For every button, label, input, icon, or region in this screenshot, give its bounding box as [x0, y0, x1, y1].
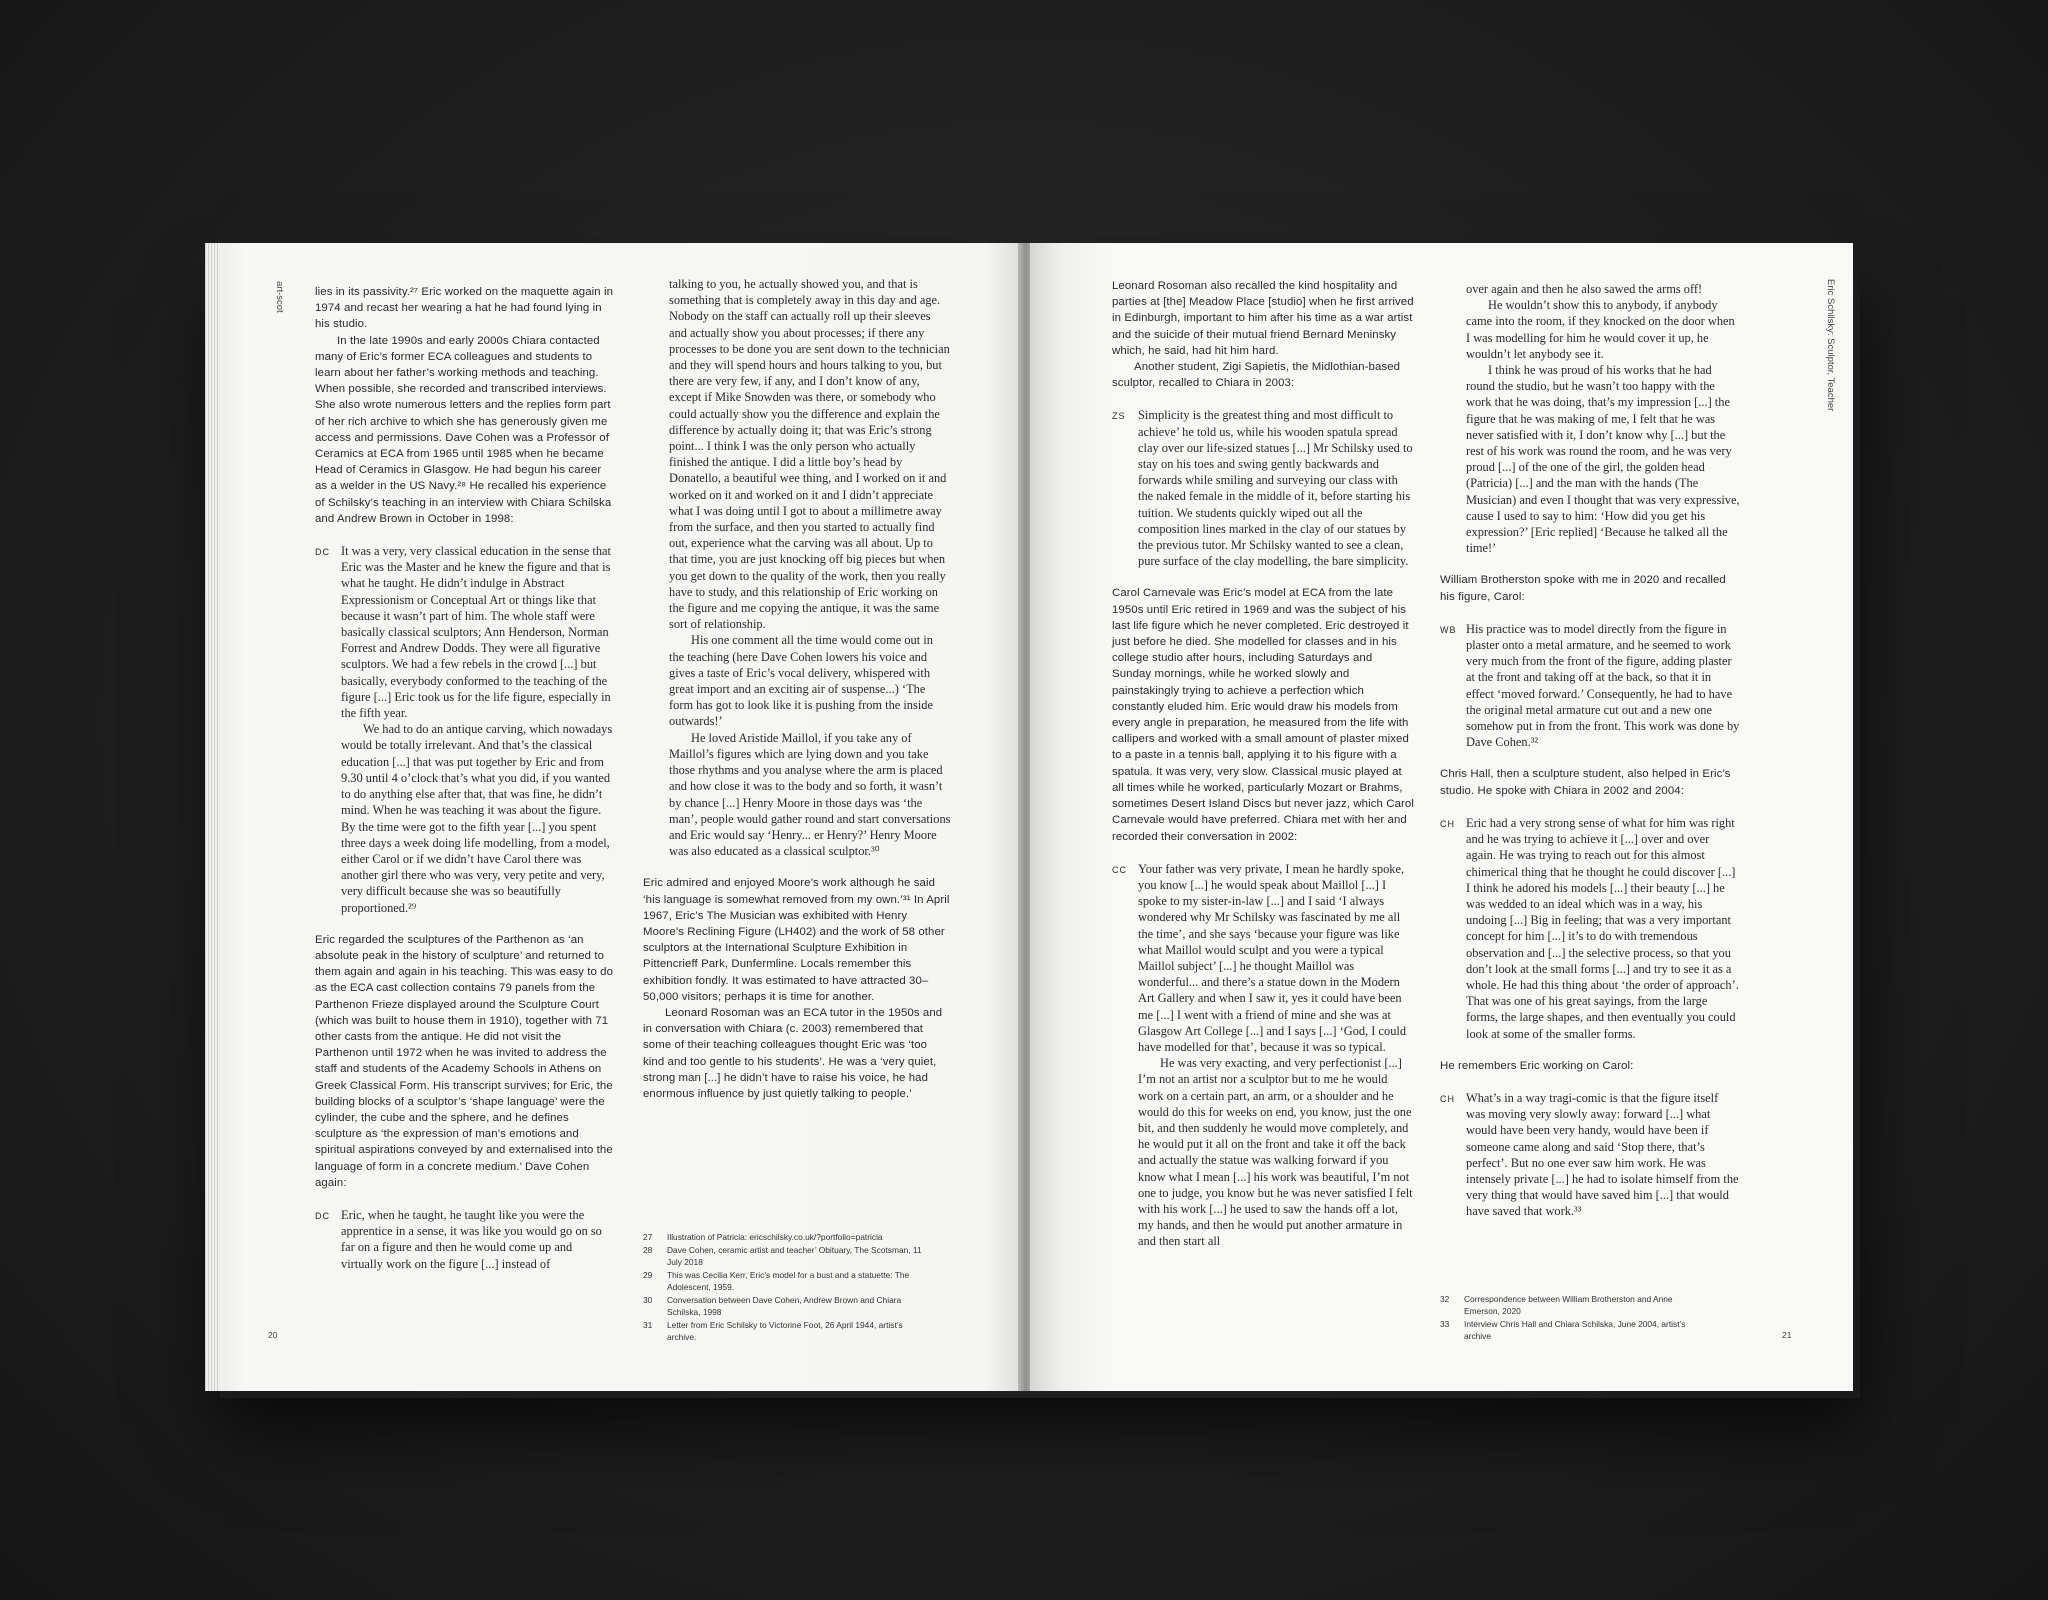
footnote-number: 31 [643, 1320, 653, 1330]
body-paragraph: Leonard Rosoman also recalled the kind hospitality and parties at [the] Meadow Place [studio] when he first arrived in Edinburgh, important to him after his time as a war artist and the suicide of their mutual friend Bernard Meninsky which, he said, had hit him hard. [1112, 280, 1414, 357]
quote-text: We had to do an antique carving, which nowadays would be totally irrelevant. And that’s the classical education [...] that was put together by Eric and from 9.30 until 4 o’clock that’s what you did, if you wanted to do anything else after that, that was fine, he didn’t mind. When he was teaching it was about the figure. By the time were got to the fifth year [...] you spent three days a week doing life modelling, from a model, either Carol or if we didn’t have Carol there was another girl there who was very, very petite and very, very difficult because she was so beautifully proportioned.²⁹ [341, 722, 613, 915]
footnote [643, 1319, 933, 1343]
page-edges [205, 243, 219, 1391]
quote-block [1112, 861, 1414, 1055]
speaker-initials: ZS [1112, 411, 1126, 422]
quote-text: talking to you, he actually showed you, and that is something that is completely away in this day and age. Nobody on the staff can actually roll up their sleeves and actually show you about processes; if there any processes to be done you are sent down to the technician and they will spend hours and hours talking to you, but there are very few, if any, and I don’t know of any, except if Mike Snowden was there, or somebody who could actually show you the difference and explain the difference by actually doing it; that was Eric’s strong point... I think I was the only person who actually finished the antique. I did a little boy’s head by Donatello, a beautiful wee thing, and I worked on it and worked on it and worked on it and I didn’t appreciate what I was doing until I got to about a millimetre away from the surface, and then you started to actually find out, experience what the carving was all about. Up to that time, you are just knocking off big pieces but when you get down to the quality of the work, then you really have to study, and this relationship of Eric working on the figure and me copying the antique, it was the same sort of relationship. [669, 277, 950, 632]
body-paragraph: Carol Carnevale was Eric’s model at ECA from the late 1950s until Eric retired in 1969 and was the subject of his last life figure which he never completed. Eric destroyed it just before he died. She modelled for classes and in his college studio after hours, including Saturdays and Sunday mornings, while he worked slowly and painstakingly trying to achieve a perfection which constantly eluded him. Eric would draw his models from every angle in preparation, he measured from the life with callipers and worked with a small amount of plaster mixed to a paste in a tennis ball, applying it to his figure with a spatula. It was very, very slow. Classical music played at all times while he worked, particularly Mozart or Brahms, sometimes Desert Island Discs but never jazz, which Carol Carnevale would have preferred. Chiara met with her and recorded their conversation in 2002: [1112, 587, 1414, 843]
quote-text: Simplicity is the greatest thing and most difficult to achieve’ he told us, while his wooden spatula spread clay over our life-sized statues [...] Mr Schilsky used to stay on his toes and swing gently backwards and forwards while smiling and surveying our class with the naked female in the middle of it, before starting his tuition. We students quickly wiped out all the composition lines marked in the clay of our statues by the previous tutor. Mr Schilsky wanted to see a clean, pure surface of the clay modelling, the bare simplicity. [1138, 408, 1413, 569]
quote-paragraph [643, 730, 951, 860]
quote-paragraph [1440, 297, 1740, 362]
left-column-1 [315, 284, 615, 1272]
footnote [1440, 1318, 1700, 1342]
body-paragraph: Eric regarded the sculptures of the Parthenon as ‘an absolute peak in the history of sculpture’ and returned to them again and again in his teaching. This was easy to do as the ECA cast collection contains 79 panels from the Parthenon Frieze displayed around the Sculpture Court (which was built to house them in 1910), together with 71 other casts from the antique. He did not visit the Parthenon until 1972 when he was invited to address the staff and students of the Academy Schools in Athens on Greek Classical Form. His transcript survives; for Eric, the building blocks of a sculptor’s ‘shape language’ were the cylinder, the cube and the sphere, and he defines sculpture as ‘the expression of man’s emotions and spiritual aspirations conveyed by and externalised into the language of form in a concrete medium.’ Dave Cohen again: [315, 933, 614, 1189]
footnote-text: Interview Chris Hall and Chiara Schilska, June 2004, artist’s archive [1464, 1319, 1686, 1341]
quote-paragraph [643, 276, 951, 632]
footnote-number: 32 [1440, 1294, 1450, 1304]
footnote-number: 29 [643, 1270, 653, 1280]
footnote [1440, 1293, 1700, 1317]
footnote-text: Letter from Eric Schilsky to Victorine Foot, 26 April 1944, artist’s archive. [667, 1320, 903, 1342]
footnote [643, 1231, 933, 1243]
body-paragraph: lies in its passivity.²⁷ Eric worked on the maquette again in 1974 and recast her wearing a hat he had found lying in his studio. [315, 286, 614, 331]
left-page [205, 243, 1023, 1391]
left-footnotes [643, 1231, 933, 1344]
page-number-left: 20 [268, 1330, 278, 1340]
quote-block [315, 1207, 615, 1272]
footnote-number: 30 [643, 1295, 653, 1305]
quote-paragraph [1440, 362, 1740, 556]
footnote [643, 1269, 933, 1293]
speaker-initials: CH [1440, 1093, 1455, 1104]
quote-block [1112, 407, 1414, 569]
running-head-left: art-scot [274, 281, 285, 313]
footnote-number: 28 [643, 1245, 653, 1255]
quote-block [315, 543, 615, 721]
body-paragraph: He remembers Eric working on Carol: [1440, 1059, 1634, 1072]
speaker-initials: CC [1112, 864, 1127, 875]
body-paragraph: Chris Hall, then a sculpture student, also helped in Eric’s studio. He spoke with Chiara in 2002 and 2004: [1440, 768, 1731, 797]
speaker-initials: DC [315, 1210, 330, 1221]
body-paragraph: Another student, Zigi Sapietis, the Midlothian-based sculptor, recalled to Chiara in 2003: [1112, 361, 1401, 390]
body-paragraph: In the late 1990s and early 2000s Chiara contacted many of Eric’s former ECA colleagues and students to learn about her father’s working methods and teaching. When possible, she recorded and transcribed interviews. She also wrote numerous letters and the replies form part of her rich archive to which she has generously given me access and permissions. Dave Cohen was a Professor of Ceramics at ECA from 1965 until 1985 when he became Head of Ceramics in Glasgow. He had begun his career as a welder in the US Navy.²⁸ He recalled his experience of Schilsky’s teaching in an interview with Chiara Schilska and Andrew Brown in October in 1998: [315, 334, 612, 525]
quote-paragraph [643, 632, 951, 729]
footnote-text: Conversation between Dave Cohen, Andrew Brown and Chiara Schilska, 1998 [667, 1295, 902, 1317]
running-head-right: Eric Schilsky: Sculptor, Teacher [1825, 279, 1836, 412]
footnote-text: This was Cecilia Kerr, Eric’s model for a bust and a statuette: The Adolescent, 1959. [667, 1270, 910, 1292]
footnote-number: 27 [643, 1232, 653, 1242]
page-number-right: 21 [1782, 1330, 1792, 1340]
quote-paragraph [1112, 1055, 1414, 1249]
body-paragraph: Eric admired and enjoyed Moore’s work although he said ‘his language is somewhat removed from my own.’³¹ In April 1967, Eric’s The Musician was exhibited with Henry Moore’s Reclining Figure (LH402) and the work of 58 other sculptors at the International Sculpture Exhibition in Pittencrieff Park, Dunfermline. Locals remember this exhibition fondly. It was estimated to have attracted 30–50,000 visitors; perhaps it is time for another. [643, 877, 950, 1003]
right-page [1030, 243, 1853, 1391]
speaker-initials: WB [1440, 624, 1457, 635]
quote-text: His one comment all the time would come out in the teaching (here Dave Cohen lowers his voice and gives a taste of Eric’s vocal delivery, whispered with great import and an exciting air of suspense...) ‘The form has got to look like it is pushing from the inside outwards!’ [669, 633, 933, 729]
footnote-text: Correspondence between William Brotherston and Anne Emerson, 2020 [1464, 1294, 1673, 1316]
footnote [643, 1244, 933, 1268]
right-footnotes [1440, 1293, 1700, 1343]
quote-text: His practice was to model directly from the figure in plaster onto a metal armature, and he seemed to work very much from the front of the figure, adding plaster at the front and taking off at the back, so that it in effect ‘moved forward.’ Consequently, he had to have the original metal armature cut out and a new one somehow put in from the front. This work was done by Dave Cohen.³² [1466, 621, 1740, 750]
quote-paragraph [315, 721, 615, 915]
quote-text: I think he was proud of his works that he had round the studio, but he wasn’t too happy with the work that he was doing, that’s my impression [...] the figure that he was making of me, I felt that he was never satisfied with it, I don’t know why [...] but the rest of his work was round the room, and he was very proud [...] of the one of the girl, the golden head (Patricia) [...] and the man with the hands (The Musician) and even I thought that was very expressive, cause I used to say to him: ‘How did you get his expression?’ [Eric replied] ‘Because he talked all the time!’ [1466, 363, 1740, 556]
quote-text: It was a very, very classical education in the sense that Eric was the Master and he knew the figure and that is what he taught. He didn’t indulge in Abstract Expressionism or Conceptual Art or things like that because it wasn’t part of him. The whole staff were basically classical sculptors; Ann Henderson, Norman Forrest and Andrew Dodds. They were all figurative sculptors. We had a few rebels in the crowd [...] but basically, everybody conformed to the teaching of the figure [...] Eric took us for the life figure, especially in the fifth year. [341, 544, 611, 721]
quote-block [1440, 621, 1740, 751]
quote-block [1440, 815, 1740, 1042]
quote-text: over again and then he also sawed the arms off! [1466, 282, 1703, 296]
right-column-2 [1440, 281, 1740, 1220]
body-paragraph: Leonard Rosoman was an ECA tutor in the 1950s and in conversation with Chiara (c. 2003) remembered that some of their teaching colleagues thought Eric was ‘too kind and too gentle to his students’. He was a ‘very quiet, strong man [...] he didn’t have to raise his voice, he had enormous influence by just quietly talking to people.’ [643, 1006, 943, 1100]
footnote-text: Illustration of Patricia: ericschilsky.co.uk/?portfolio=patricia [667, 1232, 883, 1242]
quote-text: He wouldn’t show this to anybody, if anybody came into the room, if they knocked on the door when I was modelling for him he would cover it up, he wouldn’t let anybody see it. [1466, 298, 1735, 361]
quote-text: Your father was very private, I mean he hardly spoke, you know [...] he would speak about Maillol [...] I spoke to my sister-in-law [...] and I said ‘I always wondered why Mr Schilsky was fascinated by me all the time’, and she says ‘because your figure was like what Maillol would sculpt and you were a typical Maillol subject’ [...] he thought Maillol was wonderful... and there’s a statue down in the Modern Art Gallery and when I saw it, yes it could have been me [...] I went with a friend of mine and she was at Glasgow Art College [...] and I says [...] ‘God, I could have modelled for that’, because it was so typical. [1138, 861, 1407, 1054]
body-paragraph: William Brotherston spoke with me in 2020 and recalled his figure, Carol: [1440, 574, 1726, 603]
quote-text: He loved Aristide Maillol, if you take any of Maillol’s figures which are lying down and you take those rhythms and you analyse where the arm is placed and how close it was to the body and so forth, it wasn’t by chance [...] Henry Moore in those days was ‘the man’, people would gather round and start conversations and Eric would say ‘Henry... er Henry?’ Henry Moore was also educated as a classical sculptor.³⁰ [669, 730, 951, 859]
footnote-text: Dave Cohen, ceramic artist and teacher’ Obituary, The Scotsman, 11 July 2018 [667, 1245, 922, 1267]
quote-text: Eric had a very strong sense of what for him was right and he was trying to achieve it [...] over and over again. He was trying to reach out for this almost chimerical thing that he thought he could discover [...] I think he adored his models [...] their beauty [...] he was wedded to an ideal which was in a way, his undoing [...] Big in feeling; that was a very important concept for him [...] it’s to do with tremendous observation and [...] the selective process, so that you don’t look at the small forms [...] and try to see it as a whole. He had this thing about ‘the order of approach’. That was one of his great sayings, from the large forms, the large shapes, and then eventually you could look at some of the smaller forms. [1466, 815, 1739, 1041]
quote-text: Eric, when he taught, he taught like you were the apprentice in a sense, it was like you would go on so far on a figure and then he would come up and virtually work on the figure [...] instead of [341, 1207, 602, 1271]
quote-text: He was very exacting, and very perfectionist [...] I’m not an artist nor a sculptor but to me he would work on a certain part, an arm, or a shoulder and he would do this for weeks on end, you know, just the one bit, and then suddenly he would move completely, and he would put it all on the front and take it off the back and actually the statue was walking forward if you know what I mean [...] his work was beautiful, I’m not one to judge, you know but he was never satisfied I felt with his work [...] he used to saw the hands off a lot, my hands, and then he would put another armature in and then start all [1138, 1056, 1413, 1249]
left-column-2 [643, 276, 951, 1102]
right-column-1 [1112, 278, 1414, 1250]
quote-text: What’s in a way tragi-comic is that the figure itself was moving very slowly away: forward [...] what would have been very handy, would have been if someone came along and said ‘Stop there, that’s perfect’. But no one ever saw him work. He was intensely private [...] he had to isolate himself from the very thing that would have saved him [...] that would have saved that work.³³ [1466, 1090, 1739, 1219]
quote-block [1440, 1090, 1740, 1220]
quote-paragraph [1440, 281, 1740, 297]
footnote [643, 1294, 933, 1318]
speaker-initials: CH [1440, 818, 1455, 829]
speaker-initials: DC [315, 547, 330, 558]
footnote-number: 33 [1440, 1319, 1450, 1329]
